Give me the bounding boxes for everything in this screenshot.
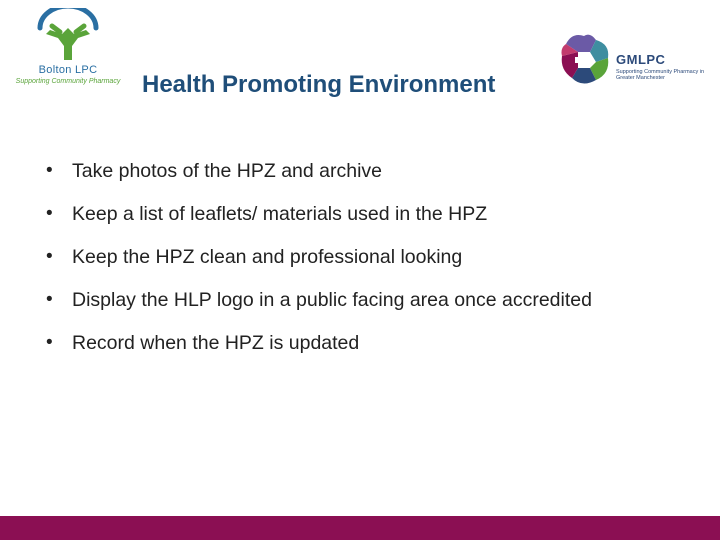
tree-logo-icon	[34, 8, 102, 64]
bullet-text: Record when the HPZ is updated	[72, 332, 360, 354]
bolton-lpc-logo	[8, 8, 128, 90]
bullet-marker: •	[46, 203, 53, 224]
bolton-lpc-tagline: Supporting Community Pharmacy	[15, 78, 121, 85]
bullet-marker: •	[46, 332, 53, 353]
bullet-marker: •	[46, 246, 53, 267]
bullet-text: Take photos of the HPZ and archive	[72, 160, 383, 182]
gmlpc-logo	[556, 30, 706, 90]
gmlpc-name: GMLPC	[616, 52, 666, 67]
slide-title: Health Promoting Environment	[142, 71, 496, 98]
gmlpc-tagline: Supporting Community Pharmacy in Greater Manchester	[616, 69, 705, 81]
bullet-text: Keep a list of leaflets/ materials used in the HPZ	[72, 203, 488, 225]
cross-puzzle-logo-icon	[556, 30, 614, 90]
bullet-text: Display the HLP logo in a public facing area once accredited	[72, 289, 592, 311]
footer-bar	[0, 516, 720, 540]
bullet-text: Keep the HPZ clean and professional looking	[72, 246, 463, 268]
bolton-lpc-name: Bolton LPC	[38, 64, 98, 76]
bullet-marker: •	[46, 289, 53, 310]
bullet-marker: •	[46, 160, 53, 181]
